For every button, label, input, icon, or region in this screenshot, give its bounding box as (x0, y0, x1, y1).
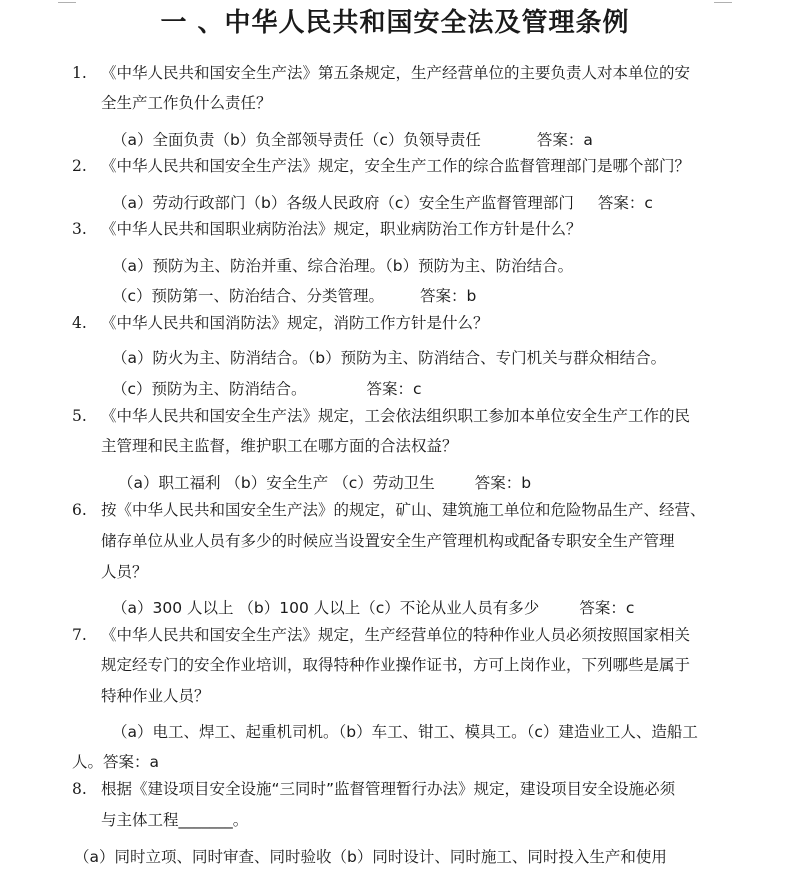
options-text: （a）300 人以上 （b）100 人以上（c）不论从业人员有多少 (112, 599, 540, 617)
question-text: 《中华人民共和国消防法》规定，消防工作方针是什么？ (101, 314, 489, 332)
options-text: （a）同时立项、同时审查、同时验收（b）同时设计、同时施工、同时投入生产和使用 (74, 848, 667, 866)
options-text: （a）预防为主、防治并重、综合治理。（b）预防为主、防治结合。 (112, 257, 574, 275)
option-line (112, 129, 593, 151)
option-line (118, 472, 531, 494)
question-number: 1. (72, 64, 87, 82)
question-text: 主管理和民主监督，维护职工在哪方面的合法权益？ (101, 437, 458, 455)
question-number: 4. (72, 314, 87, 332)
question-text: 与主体工程_______。 (101, 811, 249, 829)
question-number: 6. (72, 501, 87, 519)
question-text: 《中华人民共和国安全生产法》规定，生产经营单位的特种作业人员必须按照国家相关 (101, 626, 691, 644)
question-text: 全生产工作负什么责任？ (101, 94, 272, 112)
options-text: （a）防火为主、防消结合。（b）预防为主、防消结合、专门机关与群众相结合。 (112, 349, 667, 367)
question-number: 8. (72, 780, 87, 798)
options-text: 人。答案：a (72, 753, 159, 771)
answer-text: 答案：c (597, 194, 653, 212)
answer-text: 答案：c (366, 380, 422, 398)
options-text: （a）职工福利 （b）安全生产 （c）劳动卫生 (118, 474, 435, 492)
options-text: （a）全面负责（b）负全部领导责任（c）负领导责任 (112, 131, 481, 149)
answer-text: 答案：a (536, 131, 593, 149)
question-number: 7. (72, 626, 87, 644)
question-text: 人员？ (101, 563, 148, 581)
option-line (112, 378, 422, 400)
question-text: 《中华人民共和国职业病防治法》规定，职业病防治工作方针是什么？ (101, 220, 582, 238)
document-title: 一 、中华人民共和国安全法及管理条例 (160, 8, 630, 38)
option-line (112, 597, 634, 619)
question-text: 规定经专门的安全作业培训，取得特种作业操作证书，方可上岗作业，下列哪些是属于 (101, 656, 691, 674)
page-corner-mark (714, 2, 732, 3)
answer-text: 答案：c (579, 599, 635, 617)
option-line (112, 285, 476, 307)
options-text: （a）劳动行政部门（b）各级人民政府（c）安全生产监督管理部门 (112, 194, 574, 212)
options-text: （a）电工、焊工、起重机司机。（b）车工、钳工、模具工。（c）建造业工人、造船工 (112, 723, 698, 741)
question-text: 特种作业人员？ (101, 687, 210, 705)
options-text: （c）预防第一、防治结合、分类管理。 (112, 287, 385, 305)
page-corner-mark (58, 2, 76, 3)
question-text: 储存单位从业人员有多少的时候应当设置安全生产管理机构或配备专职安全生产管理 (101, 532, 675, 550)
question-number: 5. (72, 407, 87, 425)
answer-text: 答案：b (474, 474, 532, 492)
question-text: 根据《建设项目安全设施“三同时”监督管理暂行办法》规定，建设项目安全设施必须 (101, 780, 676, 798)
question-text: 《中华人民共和国安全生产法》规定，安全生产工作的综合监督管理部门是哪个部门？ (101, 157, 691, 175)
question-text: 《中华人民共和国安全生产法》规定，工会依法组织职工参加本单位安全生产工作的民 (101, 407, 691, 425)
question-number: 2. (72, 157, 87, 175)
answer-text: 答案：b (420, 287, 477, 305)
question-text: 按《中华人民共和国安全生产法》的规定，矿山、建筑施工单位和危险物品生产、经营、 (101, 501, 706, 519)
question-text: 《中华人民共和国安全生产法》第五条规定，生产经营单位的主要负责人对本单位的安 (101, 64, 691, 82)
option-line (112, 192, 653, 214)
question-number: 3. (72, 220, 87, 238)
options-text: （c）预防为主、防消结合。 (112, 380, 307, 398)
